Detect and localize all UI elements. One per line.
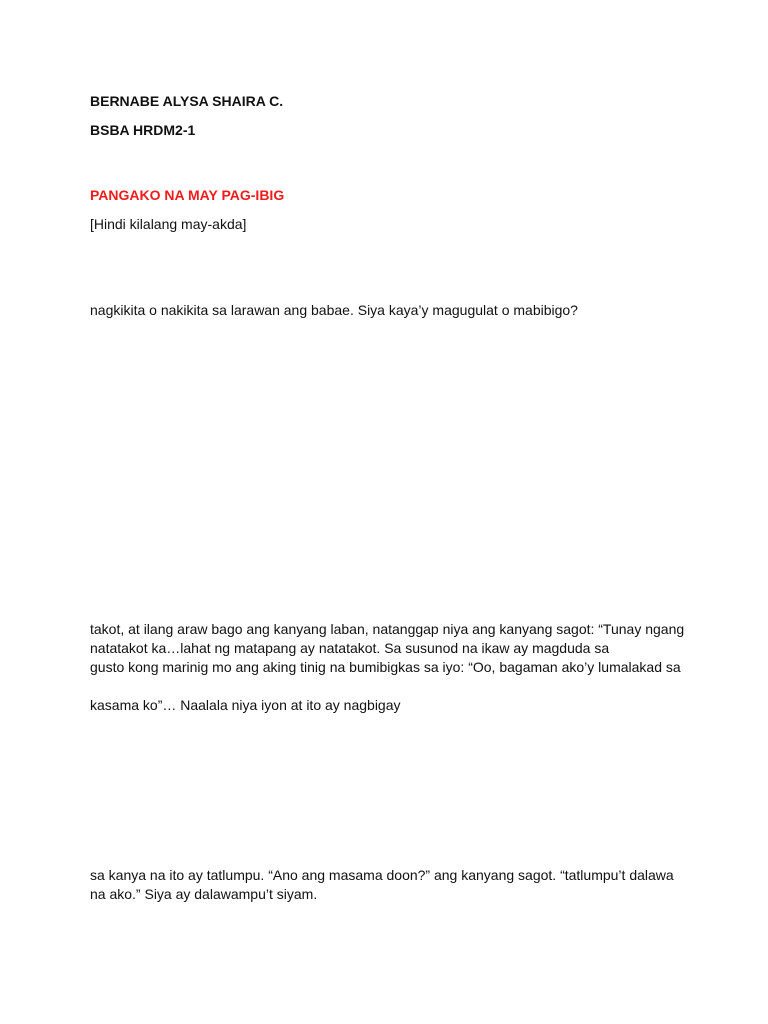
document-title: PANGAKO NA MAY PAG-IBIG	[90, 187, 285, 203]
course-section: BSBA HRDM2-1	[90, 122, 196, 138]
paragraph-3-line-2: na ako.” Siya ay dalawampu’t siyam.	[90, 886, 318, 902]
paragraph-2-line-1: takot, at ilang araw bago ang kanyang laban, natanggap niya ang kanyang sagot: “Tunay ngang	[90, 621, 685, 637]
author-note: [Hindi kilalang may-akda]	[90, 216, 247, 232]
paragraph-1-line-1: nagkikita o nakikita sa larawan ang babae. Siya kaya’y magugulat o mabibigo?	[90, 302, 578, 318]
author-name: BERNABE ALYSA SHAIRA C.	[90, 93, 284, 109]
paragraph-2-line-4: kasama ko”… Naalala niya iyon at ito ay nagbigay	[90, 697, 401, 713]
paragraph-2-line-2: natatakot ka…lahat ng matapang ay natatakot. Sa susunod na ikaw ay magduda sa	[90, 640, 610, 656]
paragraph-3-line-1: sa kanya na ito ay tatlumpu. “Ano ang masama doon?” ang kanyang sagot. “tatlumpu’t dalawa	[90, 867, 674, 883]
paragraph-2-line-3: gusto kong marinig mo ang aking tinig na bumibigkas sa iyo: “Oo, bagaman ako’y lumalakad sa	[90, 659, 681, 675]
